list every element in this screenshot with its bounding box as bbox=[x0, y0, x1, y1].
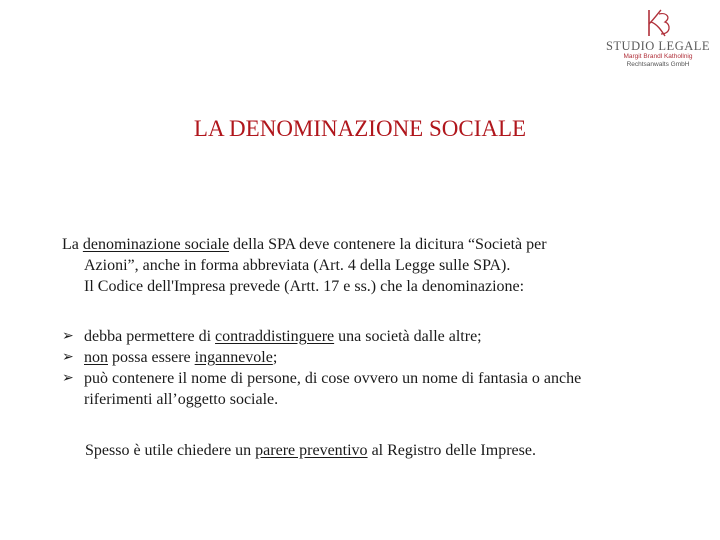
intro-paragraph bbox=[62, 234, 672, 297]
bullet-text: una società dalle altre; bbox=[334, 328, 482, 345]
bullet-text: possa essere bbox=[108, 349, 195, 366]
requirements-list bbox=[62, 326, 662, 410]
arrow-bullet-icon: ➢ bbox=[62, 370, 74, 386]
list-item bbox=[62, 347, 662, 368]
intro-line-3: Il Codice dell'Impresa prevede (Artt. 17 e ss.) che la denominazione: bbox=[84, 278, 525, 295]
intro-line-2: Azioni”, anche in forma abbreviata (Art. 4 della Legge sulle SPA). bbox=[84, 257, 511, 274]
final-text-before: Spesso è utile chiedere un bbox=[85, 442, 256, 459]
bullet-term: contraddistinguere bbox=[215, 328, 335, 345]
bullet-term: ingannevole bbox=[194, 349, 273, 366]
studio-logo bbox=[600, 6, 716, 78]
intro-text-before: La bbox=[62, 236, 83, 253]
arrow-bullet-icon: ➢ bbox=[62, 349, 74, 365]
page-title: LA DENOMINAZIONE SOCIALE bbox=[193, 116, 527, 141]
bullet-text: riferimenti all’oggetto sociale. bbox=[84, 391, 279, 408]
bullet-text: debba permettere di bbox=[84, 328, 216, 345]
list-item bbox=[62, 326, 662, 347]
kb-monogram-icon bbox=[641, 6, 675, 40]
logo-line-1: Margit Brandl Kathollnig bbox=[623, 53, 693, 60]
logo-line-2: Rechtsanwalts GmbH bbox=[626, 61, 690, 68]
arrow-bullet-icon: ➢ bbox=[62, 328, 74, 344]
intro-text-after: della SPA deve contenere la dicitura “Società per bbox=[229, 236, 547, 253]
list-item bbox=[62, 368, 662, 410]
final-text-after: al Registro delle Imprese. bbox=[367, 442, 536, 459]
bullet-text: può contenere il nome di persone, di cose ovvero un nome di fantasia o anche bbox=[84, 370, 582, 387]
final-term: parere preventivo bbox=[255, 442, 368, 459]
intro-term: denominazione sociale bbox=[82, 236, 230, 253]
bullet-text: ; bbox=[272, 349, 278, 366]
final-paragraph bbox=[85, 440, 685, 461]
logo-title: STUDIO LEGALE bbox=[605, 39, 711, 53]
bullet-term: non bbox=[84, 349, 108, 366]
